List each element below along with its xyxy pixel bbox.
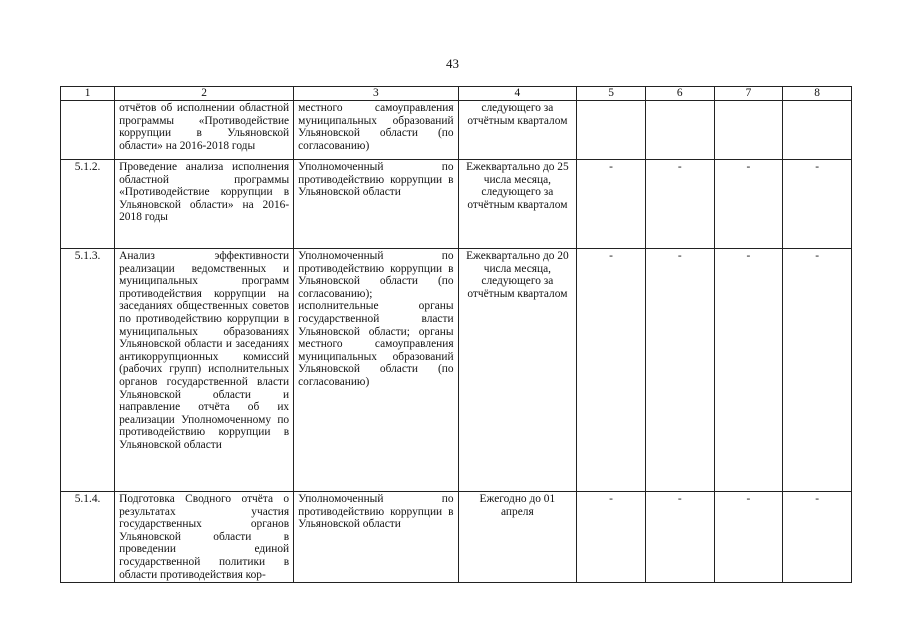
term-cell: Ежеквартально до 20 числа месяца, следующего за отчётным кварталом [458,249,577,492]
page-number: 43 [446,56,459,71]
value-cell [645,101,714,160]
column-header: 1 [61,87,115,101]
item-number [61,101,115,160]
value-cell: - [645,249,714,492]
executor-cell: Уполномоченный по противодействию коррупции в Ульяновской области (по согласованию); исполнительные органы государственной власти Ульяновской области; органы местного самоуправления муниципальных образований Ульяновской области (по согласованию) [294,249,458,492]
value-cell: - [645,160,714,249]
item-number: 5.1.4. [61,492,115,583]
executor-cell: Уполномоченный по противодействию коррупции в Ульяновской области [294,160,458,249]
value-cell: - [783,249,852,492]
value-cell: - [714,492,783,583]
value-cell [783,101,852,160]
item-number: 5.1.3. [61,249,115,492]
value-cell: - [783,492,852,583]
column-header: 3 [294,87,458,101]
value-cell: - [783,160,852,249]
column-header: 5 [577,87,646,101]
value-cell: - [577,492,646,583]
value-cell: - [577,249,646,492]
value-cell [577,101,646,160]
term-cell: следующего за отчётным кварталом [458,101,577,160]
column-header: 4 [458,87,577,101]
value-cell: - [714,160,783,249]
value-cell: - [577,160,646,249]
term-cell: Ежеквартально до 25 числа месяца, следующего за отчётным кварталом [458,160,577,249]
action-cell: Подготовка Сводного отчёта о результатах участия государственных органов Ульяновской области в проведении единой государственной политики в области противодействия кор- [115,492,294,583]
executor-cell: Уполномоченный по противодействию коррупции в Ульяновской области [294,492,458,583]
plan-table [60,86,852,583]
table-row [61,249,852,492]
table-row [61,160,852,249]
action-cell: Проведение анализа исполнения областной программы «Противодействие коррупции в Ульяновской области» на 2016-2018 годы [115,160,294,249]
table-row [61,492,852,583]
column-header: 7 [714,87,783,101]
column-header: 8 [783,87,852,101]
value-cell: - [645,492,714,583]
executor-cell: местного самоуправления муниципальных образований Ульяновской области (по согласованию) [294,101,458,160]
table-row [61,101,852,160]
header-row [61,87,852,101]
item-number: 5.1.2. [61,160,115,249]
value-cell [714,101,783,160]
action-cell: Анализ эффективности реализации ведомственных и муниципальных программ противодействия коррупции на заседаниях общественных советов по противодействию коррупции в муниципальных образованиях Ульяновской области и заседаниях антикоррупционных комиссий (рабочих групп) исполнительных органов государственной власти Ульяновской области и направление отчёта об их реализации Уполномоченному по противодействию коррупции в Ульяновской области [115,249,294,492]
column-header: 6 [645,87,714,101]
value-cell: - [714,249,783,492]
term-cell: Ежегодно до 01 апреля [458,492,577,583]
column-header: 2 [115,87,294,101]
action-cell: отчётов об исполнении областной программы «Противодействие коррупции в Ульяновской области» на 2016-2018 годы [115,101,294,160]
